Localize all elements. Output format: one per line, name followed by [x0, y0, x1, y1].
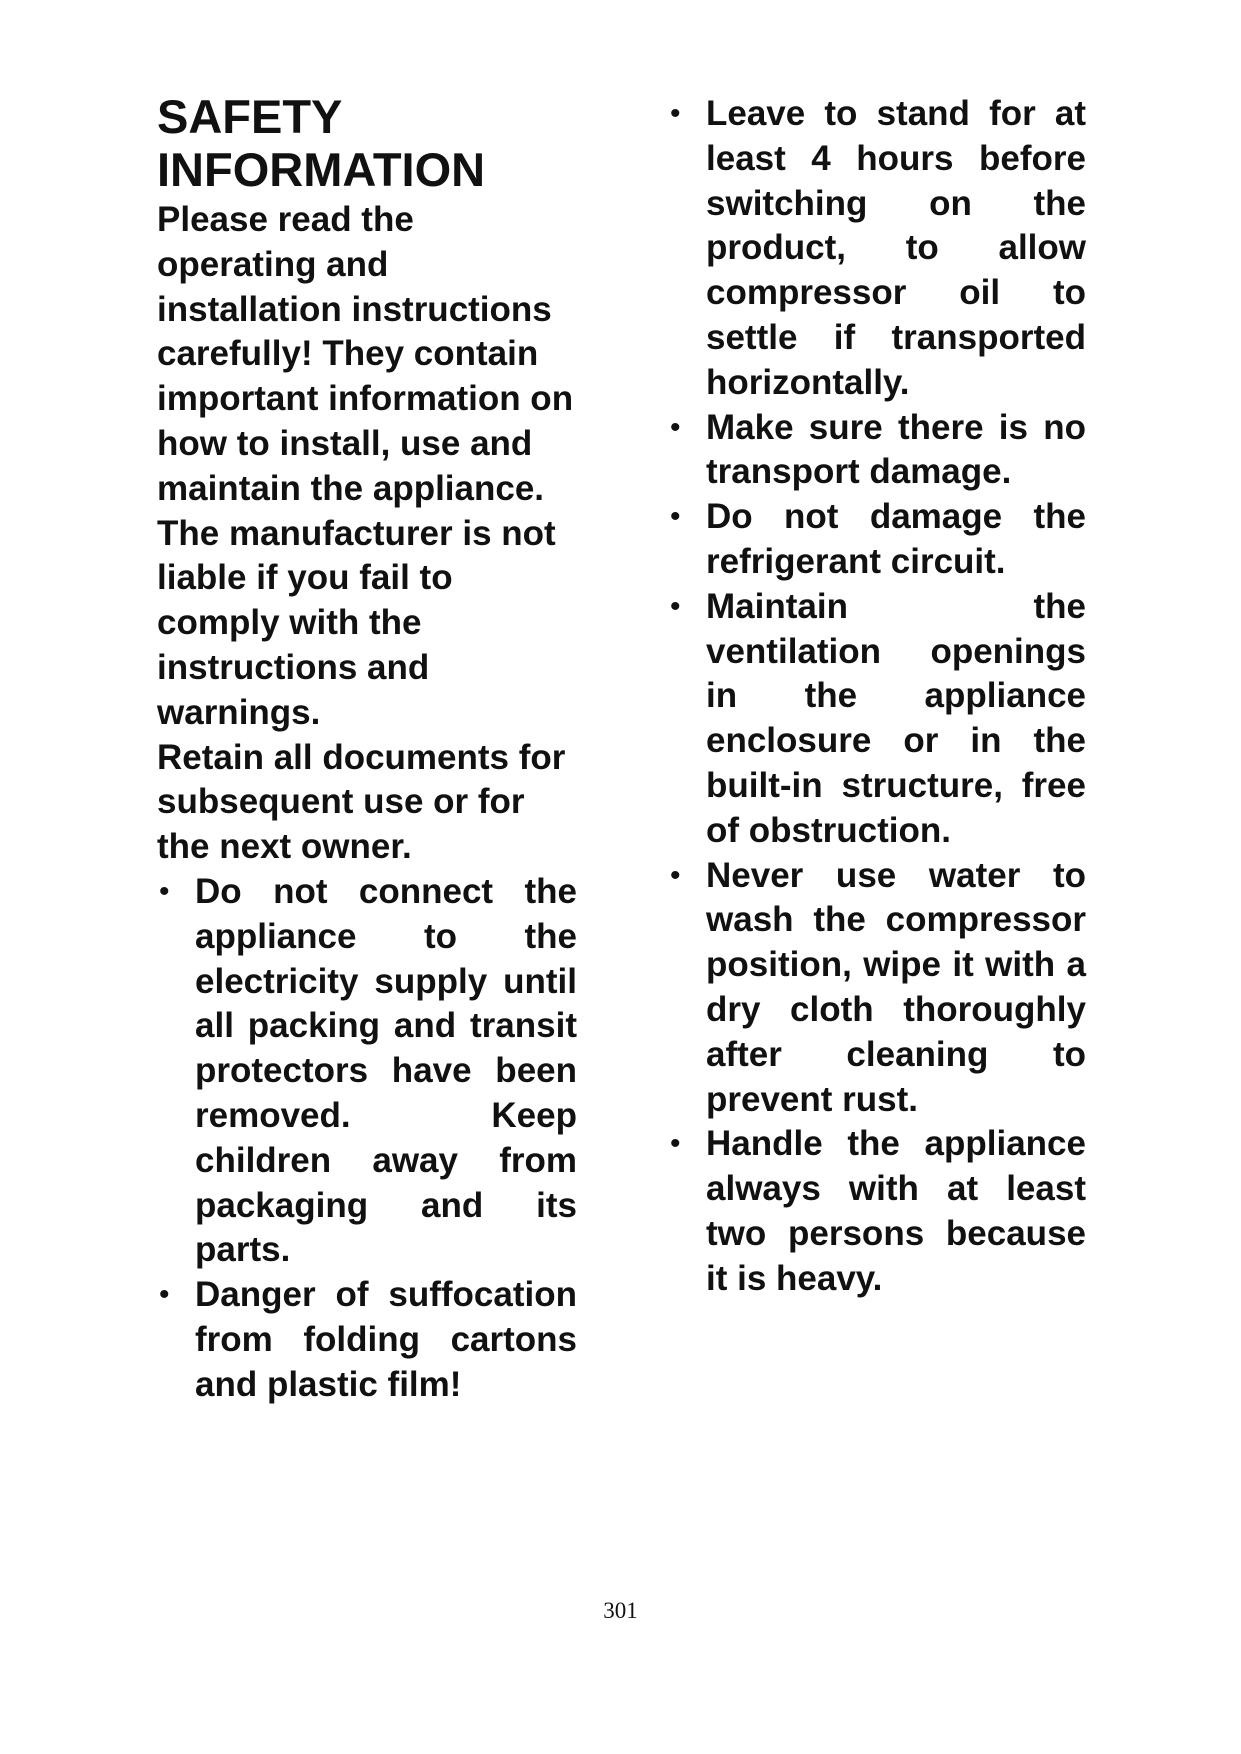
- bullet-refrigerant-circuit: • Do not damage the refrigerant circuit.: [668, 495, 1086, 585]
- page-number: 301: [603, 1598, 638, 1623]
- bullet-leave-to-stand: • Leave to stand for at least 4 hours before switching on the product, to allow compressor oil to settle if transported horizontally.: [668, 92, 1086, 406]
- bullet-never-use-water: • Never use water to wash the compressor position, wipe it with a dry cloth thoroughly after cleaning to prevent rust.: [668, 854, 1086, 1123]
- bullet-handle-two-persons: • Handle the appliance always with at least two persons because it is heavy.: [668, 1122, 1086, 1301]
- intro-paragraph-liability: The manufacturer is not liable if you fail to comply with the instructions and warnings.: [157, 513, 556, 732]
- left-bullet-list: [157, 870, 577, 1408]
- bullet-ventilation-openings: • Maintain the ventilation openings in the appliance enclosure or in the built-in structure, free of obstruction.: [668, 585, 1086, 854]
- right-bullet-list: [668, 92, 1084, 1302]
- bullet-transport-damage: • Make sure there is no transport damage.: [668, 406, 1086, 496]
- bullet-do-not-connect: • Do not connect the appliance to the electricity supply until all packing and transit protectors have been removed. Keep children away from packaging and its parts.: [157, 870, 577, 1273]
- title-line-1: SAFETY: [157, 90, 343, 143]
- left-column: [157, 90, 577, 1408]
- intro-paragraph-read-instructions: Please read the operating and installation instructions carefully! They contain important information on how to install, use and maintain the appliance.: [157, 200, 574, 508]
- page-title: [157, 90, 577, 196]
- intro-paragraph-retain-documents: Retain all documents for subsequent use or for the next owner.: [157, 737, 566, 867]
- bullet-danger-suffocation: • Danger of suffocation from folding cartons and plastic film!: [157, 1273, 577, 1407]
- right-column: [668, 92, 1084, 1302]
- title-line-2: INFORMATION: [157, 143, 486, 196]
